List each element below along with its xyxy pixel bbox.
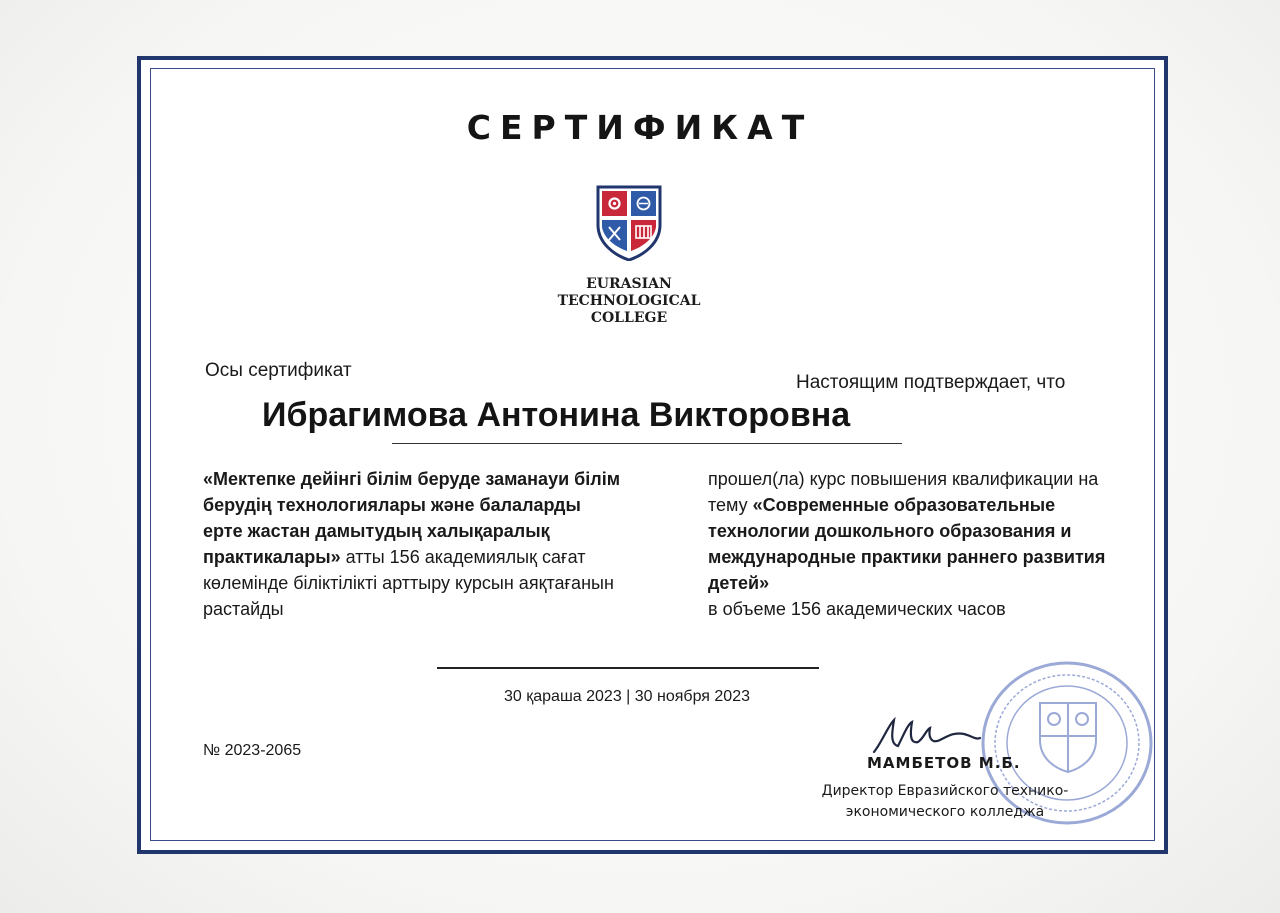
certificate-number: № 2023-2065 bbox=[203, 742, 302, 759]
name-underline bbox=[392, 443, 902, 444]
course-intro-ru: прошел(ла) курс повышения квалификации на тему bbox=[708, 469, 1099, 515]
stamp-crest-icon bbox=[1040, 703, 1096, 772]
course-title-ru: «Современные образовательные технологии дошкольного образования и международные практики раннего развития детей» bbox=[708, 495, 1106, 593]
director-position: Директор Евразийского технико- экономического колледжа bbox=[821, 783, 1069, 820]
certificate-title: СЕРТИФИКАТ bbox=[466, 108, 814, 147]
recipient-name: Ибрагимова Антонина Викторовна bbox=[262, 396, 851, 434]
course-description-kz bbox=[203, 466, 623, 622]
certificate-label-kz: Осы сертификат bbox=[205, 360, 352, 381]
director-name: МАМБЕТОВ М.Б. bbox=[867, 754, 1021, 772]
issue-date: 30 қараша 2023 | 30 ноября 2023 bbox=[504, 688, 750, 705]
college-crest-icon bbox=[596, 185, 662, 261]
director-signature bbox=[868, 712, 983, 760]
course-hours-ru: в объеме 156 академических часов bbox=[708, 599, 1006, 619]
college-name: EURASIAN TECHNOLOGICAL COLLEGE bbox=[557, 276, 701, 326]
certificate-label-ru: Настоящим подтверждает, что bbox=[796, 372, 1066, 393]
course-title-kz: «Мектепке дейінгі білім беруде заманауи білім берудің технологиялары және балаларды ерте жастан дамытудың халықаралық практикалары» bbox=[203, 469, 621, 567]
course-description-ru bbox=[708, 466, 1128, 622]
course-details-kz: атты 156 академиялық сағат көлемінде біліктілікті арттыру курсын аяқтағанын растайды bbox=[203, 547, 614, 619]
separator-line bbox=[437, 667, 819, 669]
